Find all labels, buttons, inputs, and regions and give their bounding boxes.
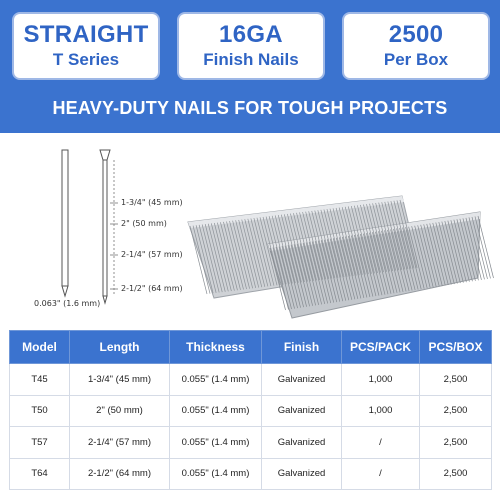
header-pcs-pack: PCS/PACK	[342, 331, 420, 364]
cell-thickness: 0.055" (1.4 mm)	[170, 427, 262, 459]
badge-gauge	[177, 12, 325, 80]
badge-title: 16GA	[219, 21, 283, 48]
table-header-row	[10, 331, 492, 364]
table-row	[10, 427, 492, 459]
header-finish: Finish	[262, 331, 342, 364]
cell-pcs-box: 2,500	[420, 458, 492, 490]
cell-pcs-box: 2,500	[420, 427, 492, 459]
cell-thickness: 0.055" (1.4 mm)	[170, 395, 262, 427]
thickness-label: 0.063" (1.6 mm)	[34, 299, 101, 308]
cell-thickness: 0.055" (1.4 mm)	[170, 458, 262, 490]
cell-model: T50	[10, 395, 70, 427]
nail-diagram	[0, 140, 500, 320]
badge-subtitle: Finish Nails	[203, 50, 299, 69]
cell-pcs-pack: 1,000	[342, 364, 420, 396]
cell-length: 2-1/4" (57 mm)	[70, 427, 170, 459]
header-model: Model	[10, 331, 70, 364]
badge-title: STRAIGHT	[23, 21, 149, 48]
headline: HEAVY-DUTY NAILS FOR TOUGH PROJECTS	[52, 98, 448, 118]
dimension-ticks	[110, 160, 118, 296]
spec-table	[9, 330, 492, 490]
cell-thickness: 0.055" (1.4 mm)	[170, 364, 262, 396]
cell-pcs-pack: /	[342, 427, 420, 459]
cell-model: T57	[10, 427, 70, 459]
header-length: Length	[70, 331, 170, 364]
cell-finish: Galvanized	[262, 427, 342, 459]
length-label-45: 1-3/4" (45 mm)	[121, 198, 183, 207]
badge-subtitle: Per Box	[383, 50, 449, 69]
cell-pcs-box: 2,500	[420, 395, 492, 427]
cell-model: T45	[10, 364, 70, 396]
cell-length: 2" (50 mm)	[70, 395, 170, 427]
table-row	[10, 364, 492, 396]
nail-front-view	[100, 150, 110, 303]
badge-quantity	[342, 12, 490, 80]
badge-title: 2500	[388, 21, 444, 48]
cell-pcs-box: 2,500	[420, 364, 492, 396]
length-label-50: 2" (50 mm)	[121, 219, 167, 228]
table-row	[10, 395, 492, 427]
cell-pcs-pack: 1,000	[342, 395, 420, 427]
cell-length: 2-1/2" (64 mm)	[70, 458, 170, 490]
length-label-57: 2-1/4" (57 mm)	[121, 250, 183, 259]
cell-pcs-pack: /	[342, 458, 420, 490]
length-label-64: 2-1/2" (64 mm)	[121, 284, 183, 293]
cell-finish: Galvanized	[262, 395, 342, 427]
nail-line	[478, 216, 494, 278]
cell-length: 1-3/4" (45 mm)	[70, 364, 170, 396]
header-thickness: Thickness	[170, 331, 262, 364]
cell-model: T64	[10, 458, 70, 490]
badge-straight	[12, 12, 160, 80]
nail-illustration	[0, 140, 500, 320]
table-row	[10, 458, 492, 490]
cell-finish: Galvanized	[262, 458, 342, 490]
cell-finish: Galvanized	[262, 364, 342, 396]
badge-subtitle: T Series	[52, 50, 120, 69]
header-pcs-box: PCS/BOX	[420, 331, 492, 364]
nail-side-view	[62, 150, 68, 296]
